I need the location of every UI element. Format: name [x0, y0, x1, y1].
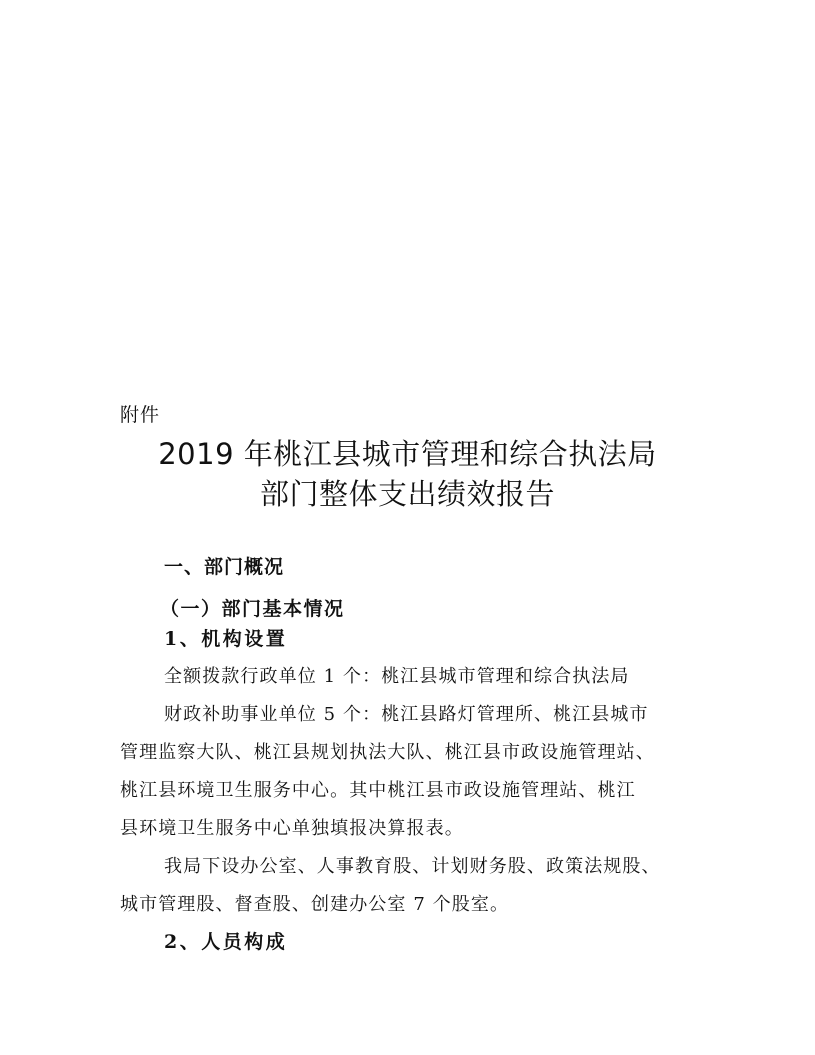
paragraph-line: 城市管理股、督查股、创建办公室 7 个股室。 [120, 894, 510, 915]
item-heading-organization: 1、机构设置 [164, 628, 288, 650]
paragraph-line: 全额拨款行政单位 1 个：桃江县城市管理和综合执法局 [164, 666, 630, 687]
paragraph-line: 桃江县环境卫生服务中心。其中桃江县市政设施管理站、桃江 [120, 780, 636, 801]
paragraph-line: 财政补助事业单位 5 个：桃江县路灯管理所、桃江县城市 [164, 704, 649, 725]
section-heading-department-overview: 一、部门概况 [164, 556, 285, 578]
paragraph-line: 县环境卫生服务中心单独填报决算报表。 [120, 818, 464, 839]
paragraph-line: 我局下设办公室、人事教育股、计划财务股、政策法规股、 [164, 856, 661, 877]
document-title-line-1: 2019 年桃江县城市管理和综合执法局 [158, 437, 657, 471]
item-heading-staffing: 2、人员构成 [164, 931, 288, 953]
document-title-line-2: 部门整体支出绩效报告 [259, 477, 555, 511]
attachment-label: 附件 [120, 404, 161, 426]
subsection-heading-basic-info: （一）部门基本情况 [160, 598, 345, 620]
paragraph-line: 管理监察大队、桃江县规划执法大队、桃江县市政设施管理站、 [120, 742, 655, 763]
